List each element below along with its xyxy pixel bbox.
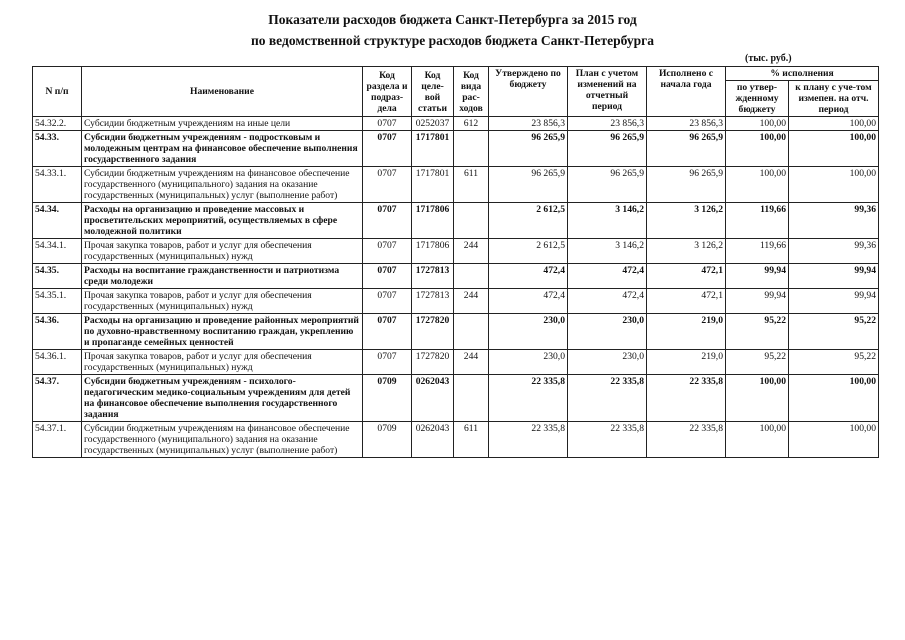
row-expense-type-code — [454, 264, 489, 289]
row-section-code: 0707 — [363, 239, 412, 264]
row-plan: 472,4 — [568, 264, 647, 289]
header-pct-plan: к плану с уче-том измепен. на отч. период — [789, 81, 879, 117]
row-pct-approved: 100,00 — [726, 422, 789, 458]
row-number: 54.34.1. — [33, 239, 82, 264]
row-section-code: 0707 — [363, 264, 412, 289]
row-pct-plan: 100,00 — [789, 375, 879, 422]
row-plan: 96 265,9 — [568, 131, 647, 167]
row-expense-type-code — [454, 203, 489, 239]
row-approved: 22 335,8 — [489, 422, 568, 458]
row-approved: 2 612,5 — [489, 239, 568, 264]
report-title: Показатели расходов бюджета Санкт-Петербурга за 2015 год — [268, 12, 637, 27]
row-article-code: 0252037 — [412, 117, 454, 131]
row-expense-type-code: 611 — [454, 167, 489, 203]
row-expense-type-code — [454, 314, 489, 350]
row-expense-type-code: 244 — [454, 289, 489, 314]
row-number: 54.35.1. — [33, 289, 82, 314]
row-pct-approved: 100,00 — [726, 375, 789, 422]
row-executed: 96 265,9 — [647, 167, 726, 203]
row-number: 54.37. — [33, 375, 82, 422]
header-section-code: Код раздела и подраз-дела — [363, 67, 412, 117]
row-executed: 23 856,3 — [647, 117, 726, 131]
row-executed: 219,0 — [647, 314, 726, 350]
row-expense-type-code — [454, 375, 489, 422]
row-plan: 22 335,8 — [568, 375, 647, 422]
row-pct-plan: 99,94 — [789, 289, 879, 314]
row-number: 54.37.1. — [33, 422, 82, 458]
header-name: Наименование — [82, 67, 363, 117]
row-section-code: 0709 — [363, 422, 412, 458]
row-approved: 230,0 — [489, 314, 568, 350]
row-name: Прочая закупка товаров, работ и услуг для обеспечения государственных (муниципальных) нужд — [82, 350, 363, 375]
table-row — [33, 422, 879, 458]
row-approved: 96 265,9 — [489, 167, 568, 203]
row-expense-type-code: 611 — [454, 422, 489, 458]
row-section-code: 0707 — [363, 314, 412, 350]
row-name: Субсидии бюджетным учреждениям - подростковым и молодежным центрам на финансовое обеспечение выполнения государственного задания — [82, 131, 363, 167]
header-num: N п/п — [33, 67, 82, 117]
row-pct-plan: 95,22 — [789, 314, 879, 350]
row-expense-type-code: 244 — [454, 350, 489, 375]
row-pct-plan: 100,00 — [789, 167, 879, 203]
table-row — [33, 289, 879, 314]
row-approved: 230,0 — [489, 350, 568, 375]
row-number: 54.35. — [33, 264, 82, 289]
row-pct-plan: 99,94 — [789, 264, 879, 289]
row-expense-type-code: 612 — [454, 117, 489, 131]
table-row — [33, 264, 879, 289]
row-plan: 230,0 — [568, 350, 647, 375]
row-plan: 96 265,9 — [568, 167, 647, 203]
row-approved: 23 856,3 — [489, 117, 568, 131]
row-article-code: 0262043 — [412, 422, 454, 458]
row-section-code: 0709 — [363, 375, 412, 422]
row-pct-approved: 99,94 — [726, 289, 789, 314]
row-pct-plan: 99,36 — [789, 239, 879, 264]
row-article-code: 1727820 — [412, 314, 454, 350]
row-article-code: 0262043 — [412, 375, 454, 422]
table-row — [33, 314, 879, 350]
row-article-code: 1717806 — [412, 239, 454, 264]
header-plan: План с учетом изменений на отчетный период — [568, 67, 647, 117]
row-executed: 3 126,2 — [647, 239, 726, 264]
row-article-code: 1727820 — [412, 350, 454, 375]
row-executed: 96 265,9 — [647, 131, 726, 167]
table-row — [33, 203, 879, 239]
row-pct-approved: 100,00 — [726, 167, 789, 203]
row-executed: 219,0 — [647, 350, 726, 375]
row-article-code: 1717806 — [412, 203, 454, 239]
row-plan: 23 856,3 — [568, 117, 647, 131]
row-pct-plan: 100,00 — [789, 117, 879, 131]
table-row — [33, 350, 879, 375]
row-number: 54.36.1. — [33, 350, 82, 375]
row-number: 54.33.1. — [33, 167, 82, 203]
table-row — [33, 239, 879, 264]
row-pct-approved: 100,00 — [726, 131, 789, 167]
row-executed: 22 335,8 — [647, 375, 726, 422]
header-pct-group: % исполнения — [726, 67, 879, 81]
table-row — [33, 131, 879, 167]
row-number: 54.36. — [33, 314, 82, 350]
row-pct-approved: 119,66 — [726, 203, 789, 239]
row-executed: 22 335,8 — [647, 422, 726, 458]
row-expense-type-code: 244 — [454, 239, 489, 264]
row-name: Субсидии бюджетным учреждениям на иные цели — [82, 117, 363, 131]
row-pct-plan: 100,00 — [789, 422, 879, 458]
row-section-code: 0707 — [363, 131, 412, 167]
row-name: Расходы на организацию и проведение массовых и просветительских мероприятий, осуществляемых в сфере молодежной политики — [82, 203, 363, 239]
row-article-code: 1727813 — [412, 264, 454, 289]
row-number: 54.33. — [33, 131, 82, 167]
row-article-code: 1717801 — [412, 131, 454, 167]
report-subtitle: по ведомственной структуре расходов бюджета Санкт-Петербурга — [250, 33, 655, 48]
row-approved: 472,4 — [489, 264, 568, 289]
units-label: (тыс. руб.) — [745, 53, 792, 64]
row-plan: 472,4 — [568, 289, 647, 314]
row-section-code: 0707 — [363, 203, 412, 239]
row-number: 54.32.2. — [33, 117, 82, 131]
row-number: 54.34. — [33, 203, 82, 239]
row-name: Прочая закупка товаров, работ и услуг для обеспечения государственных (муниципальных) нужд — [82, 289, 363, 314]
header-article-code: Код целе-вой статьи — [412, 67, 454, 117]
row-pct-plan: 99,36 — [789, 203, 879, 239]
row-approved: 472,4 — [489, 289, 568, 314]
row-plan: 3 146,2 — [568, 239, 647, 264]
budget-table — [32, 66, 879, 458]
row-pct-plan: 100,00 — [789, 131, 879, 167]
row-approved: 2 612,5 — [489, 203, 568, 239]
row-executed: 472,1 — [647, 289, 726, 314]
row-executed: 472,1 — [647, 264, 726, 289]
table-row — [33, 167, 879, 203]
row-article-code: 1717801 — [412, 167, 454, 203]
row-name: Расходы на организацию и проведение районных мероприятий по духовно-нравственному воспитанию граждан, укреплению и пропаганде семейных ценностей — [82, 314, 363, 350]
row-pct-approved: 95,22 — [726, 314, 789, 350]
table-row — [33, 375, 879, 422]
row-approved: 96 265,9 — [489, 131, 568, 167]
row-section-code: 0707 — [363, 167, 412, 203]
row-name: Субсидии бюджетным учреждениям - психолого-педагогическим медико-социальным учреждениям для детей на финансовое обеспечение выполнения государственного задания — [82, 375, 363, 422]
row-pct-approved: 99,94 — [726, 264, 789, 289]
row-executed: 3 126,2 — [647, 203, 726, 239]
row-section-code: 0707 — [363, 289, 412, 314]
row-pct-plan: 95,22 — [789, 350, 879, 375]
row-expense-type-code — [454, 131, 489, 167]
header-approved: Утверждено по бюджету — [489, 67, 568, 117]
row-name: Субсидии бюджетным учреждениям на финансовое обеспечение государственного (муниципального) задания на оказание государственных (муниципальных) услуг (выполнение работ) — [82, 167, 363, 203]
row-plan: 3 146,2 — [568, 203, 647, 239]
row-pct-approved: 95,22 — [726, 350, 789, 375]
row-name: Прочая закупка товаров, работ и услуг для обеспечения государственных (муниципальных) нужд — [82, 239, 363, 264]
table-body — [33, 117, 879, 458]
row-plan: 230,0 — [568, 314, 647, 350]
row-article-code: 1727813 — [412, 289, 454, 314]
row-name: Расходы на воспитание гражданственности и патриотизма среди молодежи — [82, 264, 363, 289]
row-section-code: 0707 — [363, 350, 412, 375]
row-plan: 22 335,8 — [568, 422, 647, 458]
header-pct-approved: по утвер-жденному бюджету — [726, 81, 789, 117]
table-row — [33, 117, 879, 131]
row-name: Субсидии бюджетным учреждениям на финансовое обеспечение государственного (муниципального) задания на оказание государственных (муниципальных) услуг (выполнение работ) — [82, 422, 363, 458]
row-pct-approved: 119,66 — [726, 239, 789, 264]
header-expense-type-code: Код вида рас-ходов — [454, 67, 489, 117]
row-pct-approved: 100,00 — [726, 117, 789, 131]
row-approved: 22 335,8 — [489, 375, 568, 422]
row-section-code: 0707 — [363, 117, 412, 131]
header-executed: Исполнено с начала года — [647, 67, 726, 117]
